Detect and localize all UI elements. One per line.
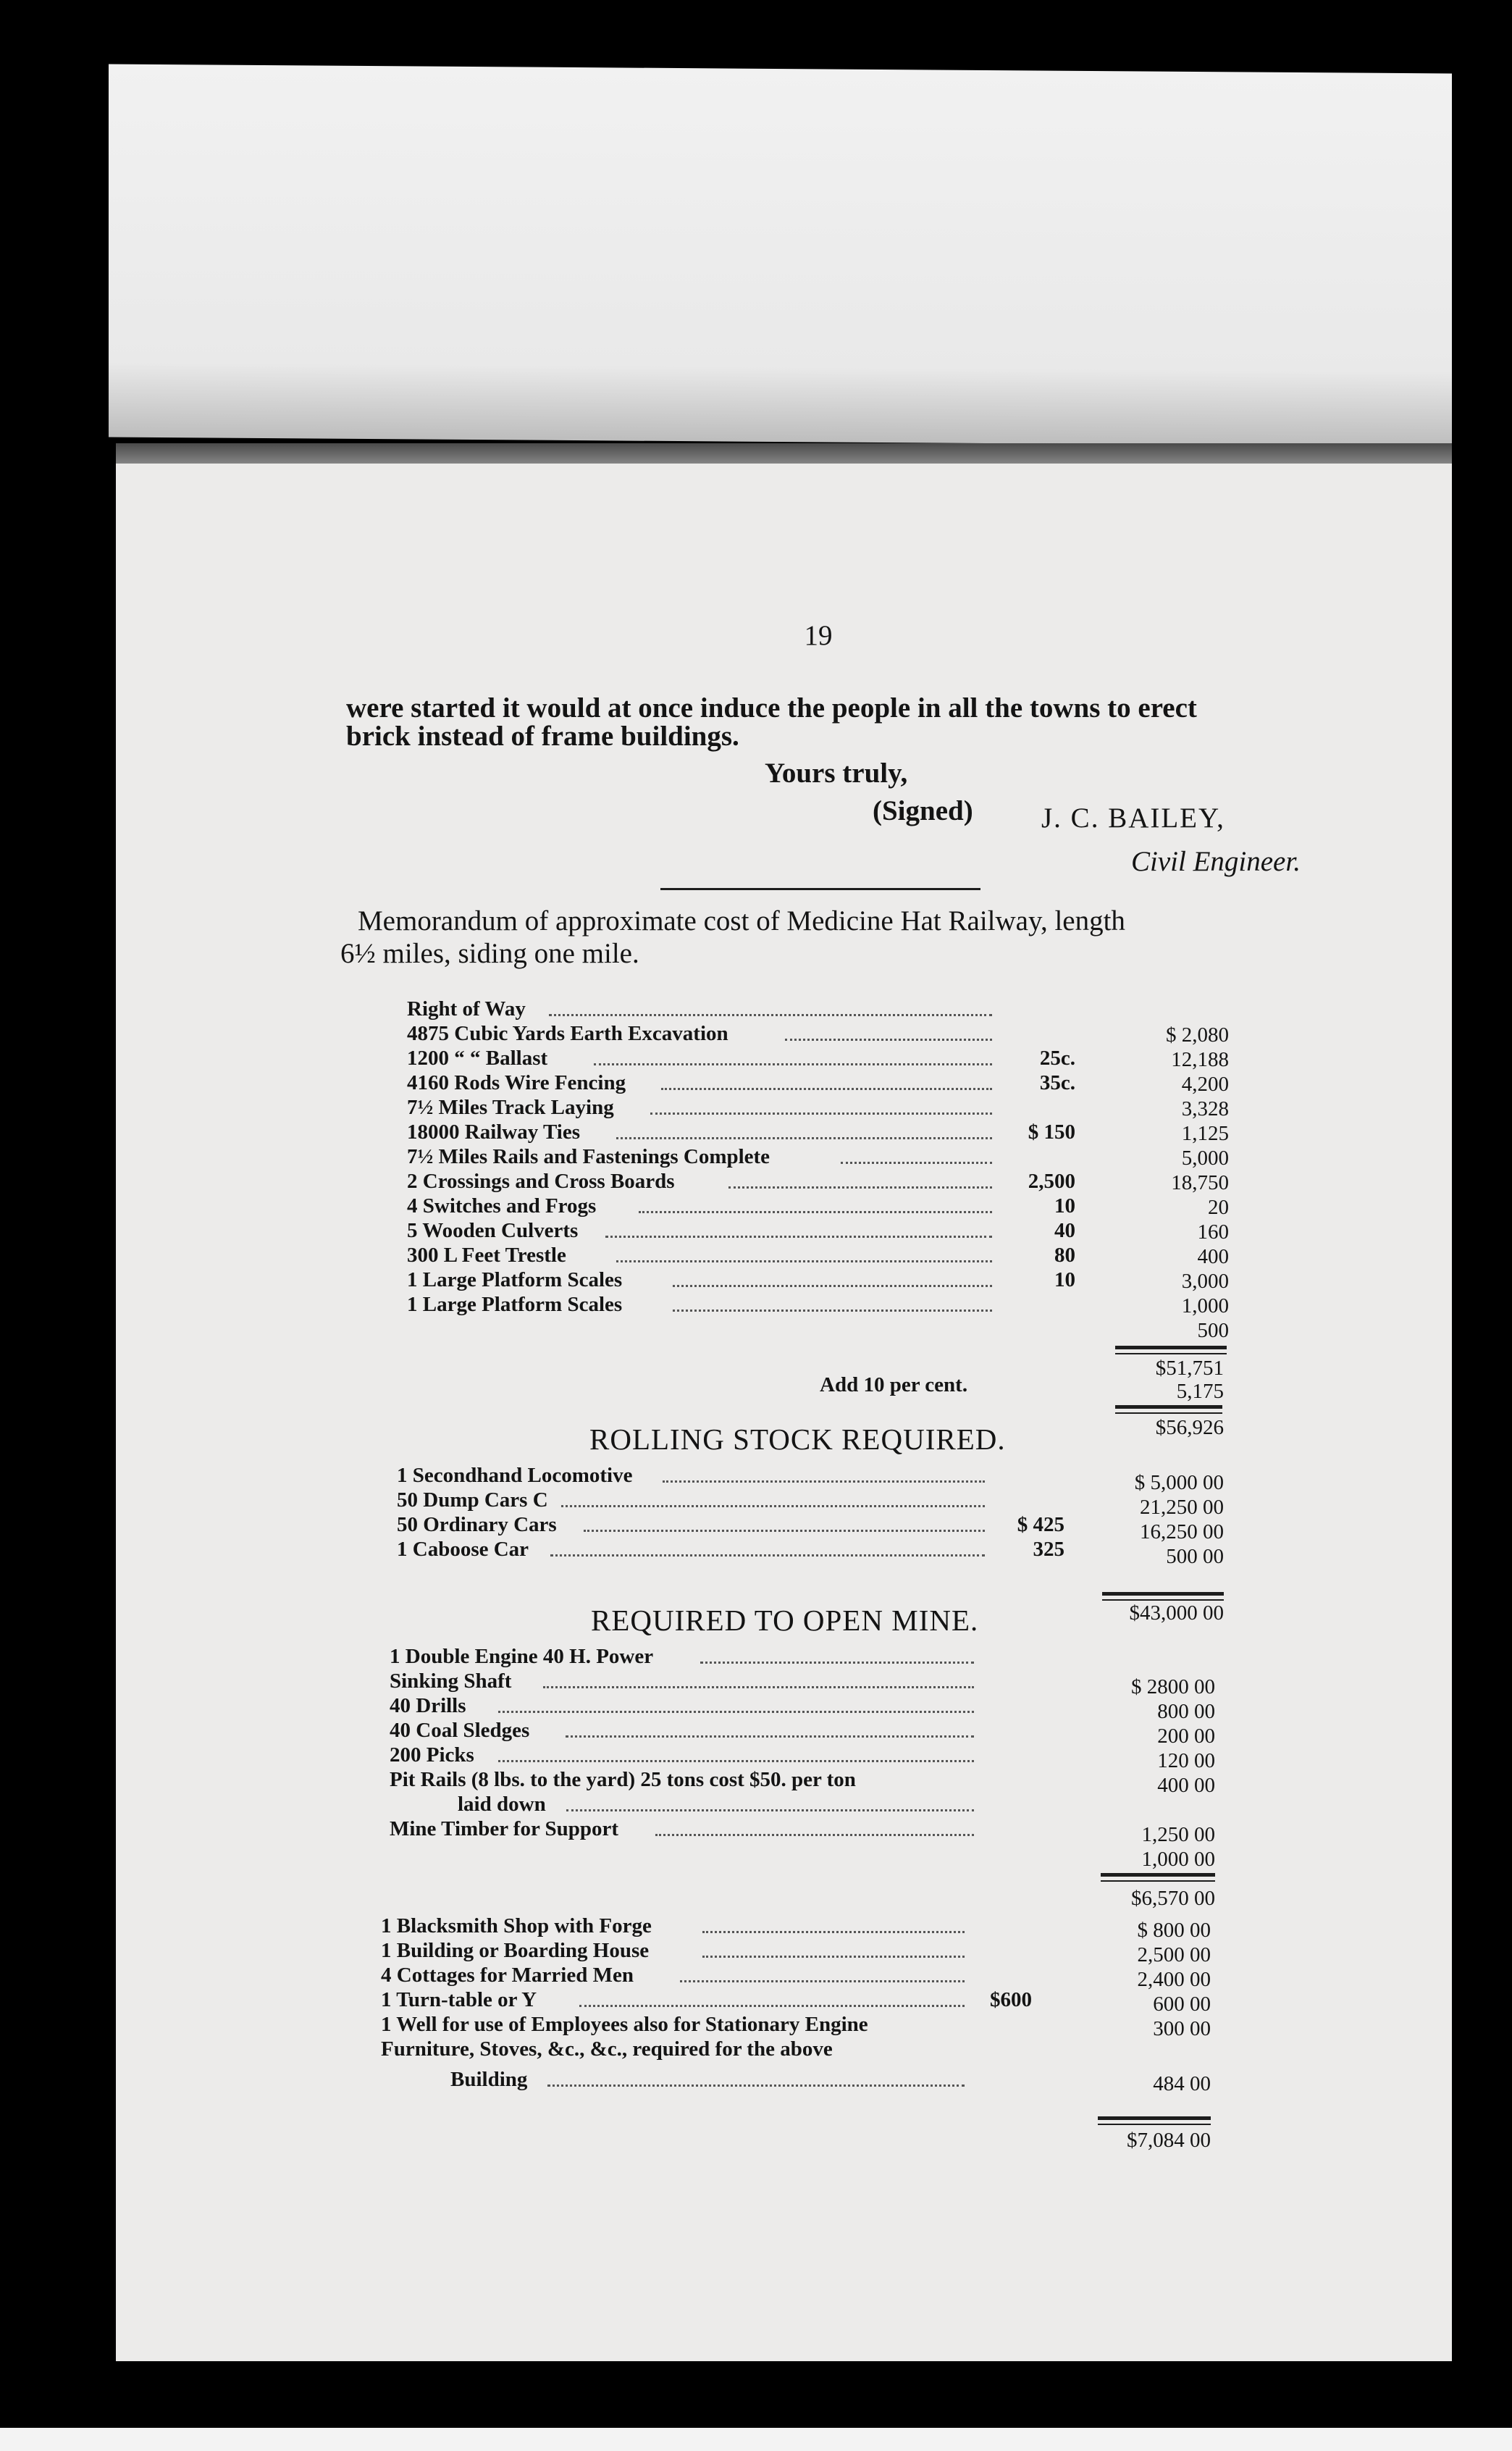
rolling-row-item: 50 Dump Cars C bbox=[397, 1488, 548, 1512]
railway-row-item: 1 Large Platform Scales bbox=[407, 1268, 623, 1291]
railway-row-amount: 18,750 bbox=[1171, 1171, 1229, 1194]
dot-leader bbox=[785, 1039, 993, 1041]
railway-row-amount: 12,188 bbox=[1171, 1048, 1229, 1071]
building-row-amount: 2,500 00 bbox=[1137, 1943, 1211, 1966]
dot-leader bbox=[550, 1554, 986, 1557]
building-row-item: 1 Turn-table or Y bbox=[381, 1988, 537, 2011]
building-row-amount: 2,400 00 bbox=[1137, 1968, 1211, 1991]
railway-row-item: 7½ Miles Rails and Fastenings Complete bbox=[407, 1145, 770, 1168]
building-row-amount: $ 800 00 bbox=[1137, 1919, 1211, 1942]
dot-leader bbox=[728, 1186, 992, 1189]
mine-row-item: Pit Rails (8 lbs. to the yard) 25 tons cost $50. per ton bbox=[390, 1768, 856, 1791]
double-rule bbox=[1115, 1353, 1227, 1354]
memo-line-2: 6½ miles, siding one mile. bbox=[340, 938, 639, 969]
dot-leader bbox=[498, 1711, 975, 1713]
mine-row-amount: 200 00 bbox=[1157, 1725, 1215, 1748]
mine-row-item: 200 Picks bbox=[390, 1743, 474, 1767]
dot-leader bbox=[673, 1310, 993, 1312]
add-percent-label: Add 10 per cent. bbox=[820, 1373, 968, 1396]
railway-row-rate: $ 150 bbox=[1028, 1120, 1075, 1144]
railway-row-rate: 10 bbox=[1054, 1194, 1075, 1218]
double-rule bbox=[1102, 1599, 1224, 1601]
building-row-item: Building bbox=[450, 2068, 528, 2091]
mine-row-amount: 1,250 00 bbox=[1141, 1823, 1215, 1846]
buildings-total: $7,084 00 bbox=[1127, 2129, 1211, 2152]
railway-row-rate: 25c. bbox=[1039, 1047, 1075, 1070]
dot-leader bbox=[655, 1834, 975, 1836]
railway-row-item: Right of Way bbox=[407, 997, 526, 1021]
building-row-item: Furniture, Stoves, &c., &c., required for the above bbox=[381, 2037, 833, 2061]
section-divider bbox=[660, 888, 980, 890]
dot-leader bbox=[579, 2005, 965, 2007]
memo-line-1: Memorandum of approximate cost of Medicine Hat Railway, length bbox=[358, 905, 1125, 937]
signatory-name: J. C. BAILEY, bbox=[1041, 803, 1225, 834]
add-percent-amount: 5,175 bbox=[1176, 1380, 1224, 1403]
building-row-amount: 600 00 bbox=[1153, 1993, 1211, 2016]
dot-leader bbox=[680, 1980, 965, 1982]
railway-row-item: 4 Switches and Frogs bbox=[407, 1194, 597, 1218]
mine-row-amount: 120 00 bbox=[1157, 1749, 1215, 1772]
dot-leader bbox=[498, 1760, 975, 1762]
dot-leader bbox=[650, 1113, 993, 1115]
double-rule bbox=[1102, 1592, 1224, 1596]
mine-row-amount: 800 00 bbox=[1157, 1700, 1215, 1723]
dot-leader bbox=[566, 1809, 975, 1811]
dot-leader bbox=[702, 1931, 965, 1933]
dot-leader bbox=[639, 1211, 992, 1213]
rolling-row-amount: 500 00 bbox=[1166, 1545, 1224, 1568]
building-row-item: 4 Cottages for Married Men bbox=[381, 1964, 634, 1987]
double-rule bbox=[1101, 1880, 1215, 1882]
railway-row-amount: 4,200 bbox=[1181, 1073, 1229, 1096]
rolling-row-rate: $ 425 bbox=[1017, 1513, 1064, 1536]
building-row-rate: $600 bbox=[990, 1988, 1032, 2011]
railway-row-amount: 160 bbox=[1197, 1220, 1229, 1244]
railway-subtotal: $51,751 bbox=[1155, 1357, 1224, 1380]
dot-leader bbox=[605, 1236, 993, 1238]
dot-leader bbox=[616, 1260, 992, 1262]
mine-row-amount: 1,000 00 bbox=[1141, 1848, 1215, 1871]
railway-row-amount: 400 bbox=[1197, 1245, 1229, 1268]
dot-leader bbox=[616, 1137, 992, 1139]
dot-leader bbox=[566, 1735, 975, 1738]
rolling-row-amount: $ 5,000 00 bbox=[1134, 1471, 1224, 1494]
signatory-title: Civil Engineer. bbox=[1131, 846, 1301, 877]
mine-row-item: 40 Drills bbox=[390, 1694, 466, 1717]
letter-line-1: were started it would at once induce the people in all the towns to erect bbox=[346, 692, 1197, 724]
dot-leader bbox=[841, 1162, 992, 1164]
dot-leader bbox=[594, 1063, 992, 1065]
railway-row-item: 300 L Feet Trestle bbox=[407, 1244, 566, 1267]
rolling-row-item: 1 Caboose Car bbox=[397, 1538, 529, 1561]
rolling-stock-heading: ROLLING STOCK REQUIRED. bbox=[589, 1423, 1006, 1456]
railway-row-item: 5 Wooden Culverts bbox=[407, 1219, 579, 1242]
letter-line-2: brick instead of frame buildings. bbox=[346, 721, 739, 752]
railway-row-rate: 80 bbox=[1054, 1244, 1075, 1267]
letter-closing: Yours truly, bbox=[765, 758, 908, 789]
railway-row-item: 2 Crossings and Cross Boards bbox=[407, 1170, 675, 1193]
railway-row-amount: 500 bbox=[1197, 1319, 1229, 1342]
rolling-row-rate: 325 bbox=[1033, 1538, 1064, 1561]
railway-row-item: 7½ Miles Track Laying bbox=[407, 1096, 614, 1119]
railway-row-amount: 3,000 bbox=[1181, 1270, 1229, 1293]
dot-leader bbox=[549, 1014, 992, 1016]
building-row-item: 1 Well for use of Employees also for Stationary Engine bbox=[381, 2013, 868, 2036]
dot-leader bbox=[700, 1662, 975, 1664]
rolling-row-amount: 21,250 00 bbox=[1140, 1496, 1224, 1519]
letter-signed: (Signed) bbox=[873, 795, 973, 826]
open-mine-heading: REQUIRED TO OPEN MINE. bbox=[591, 1604, 979, 1637]
building-row-item: 1 Building or Boarding House bbox=[381, 1939, 650, 1962]
double-rule bbox=[1101, 1873, 1215, 1877]
rolling-stock-total: $43,000 00 bbox=[1129, 1601, 1224, 1625]
railway-row-item: 1 Large Platform Scales bbox=[407, 1293, 623, 1316]
dot-leader bbox=[584, 1530, 985, 1532]
dot-leader bbox=[543, 1686, 975, 1688]
railway-row-amount: 1,000 bbox=[1181, 1294, 1229, 1317]
mine-row-item: 40 Coal Sledges bbox=[390, 1719, 530, 1742]
dot-leader bbox=[673, 1285, 993, 1287]
railway-row-amount: 5,000 bbox=[1181, 1147, 1229, 1170]
railway-row-item: 4160 Rods Wire Fencing bbox=[407, 1071, 626, 1094]
dot-leader bbox=[663, 1480, 986, 1483]
mine-row-amount: $ 2800 00 bbox=[1131, 1675, 1215, 1698]
railway-row-amount: 20 bbox=[1208, 1196, 1229, 1219]
railway-row-amount: 3,328 bbox=[1181, 1097, 1229, 1120]
railway-row-item: 18000 Railway Ties bbox=[407, 1120, 581, 1144]
page-number: 19 bbox=[804, 620, 833, 651]
dot-leader bbox=[661, 1088, 992, 1090]
rolling-row-item: 50 Ordinary Cars bbox=[397, 1513, 557, 1536]
rolling-row-amount: 16,250 00 bbox=[1140, 1520, 1224, 1543]
railway-row-amount: 1,125 bbox=[1181, 1122, 1229, 1145]
open-mine-total: $6,570 00 bbox=[1131, 1887, 1215, 1910]
railway-row-rate: 40 bbox=[1054, 1219, 1075, 1242]
double-rule bbox=[1115, 1405, 1222, 1409]
dot-leader bbox=[561, 1505, 985, 1507]
railway-row-rate: 35c. bbox=[1039, 1071, 1075, 1094]
double-rule bbox=[1115, 1412, 1222, 1414]
railway-row-amount: $ 2,080 bbox=[1166, 1023, 1229, 1047]
dot-leader bbox=[702, 1956, 965, 1958]
mine-row-item: laid down bbox=[458, 1793, 546, 1816]
railway-row-item: 1200 “ “ Ballast bbox=[407, 1047, 548, 1070]
mine-row-item: 1 Double Engine 40 H. Power bbox=[390, 1645, 654, 1668]
building-row-item: 1 Blacksmith Shop with Forge bbox=[381, 1914, 652, 1937]
double-rule bbox=[1115, 1346, 1227, 1349]
double-rule bbox=[1098, 2116, 1211, 2120]
mine-row-item: Sinking Shaft bbox=[390, 1669, 512, 1693]
mine-row-item: Mine Timber for Support bbox=[390, 1817, 619, 1840]
mine-row-amount: 400 00 bbox=[1157, 1774, 1215, 1797]
dot-leader bbox=[547, 2085, 965, 2087]
railway-row-rate: 10 bbox=[1054, 1268, 1075, 1291]
railway-row-rate: 2,500 bbox=[1028, 1170, 1075, 1193]
building-row-amount: 484 00 bbox=[1153, 2072, 1211, 2095]
railway-total: $56,926 bbox=[1155, 1416, 1224, 1439]
building-row-amount: 300 00 bbox=[1153, 2017, 1211, 2040]
rolling-row-item: 1 Secondhand Locomotive bbox=[397, 1464, 633, 1487]
railway-row-item: 4875 Cubic Yards Earth Excavation bbox=[407, 1022, 728, 1045]
double-rule bbox=[1098, 2124, 1211, 2125]
